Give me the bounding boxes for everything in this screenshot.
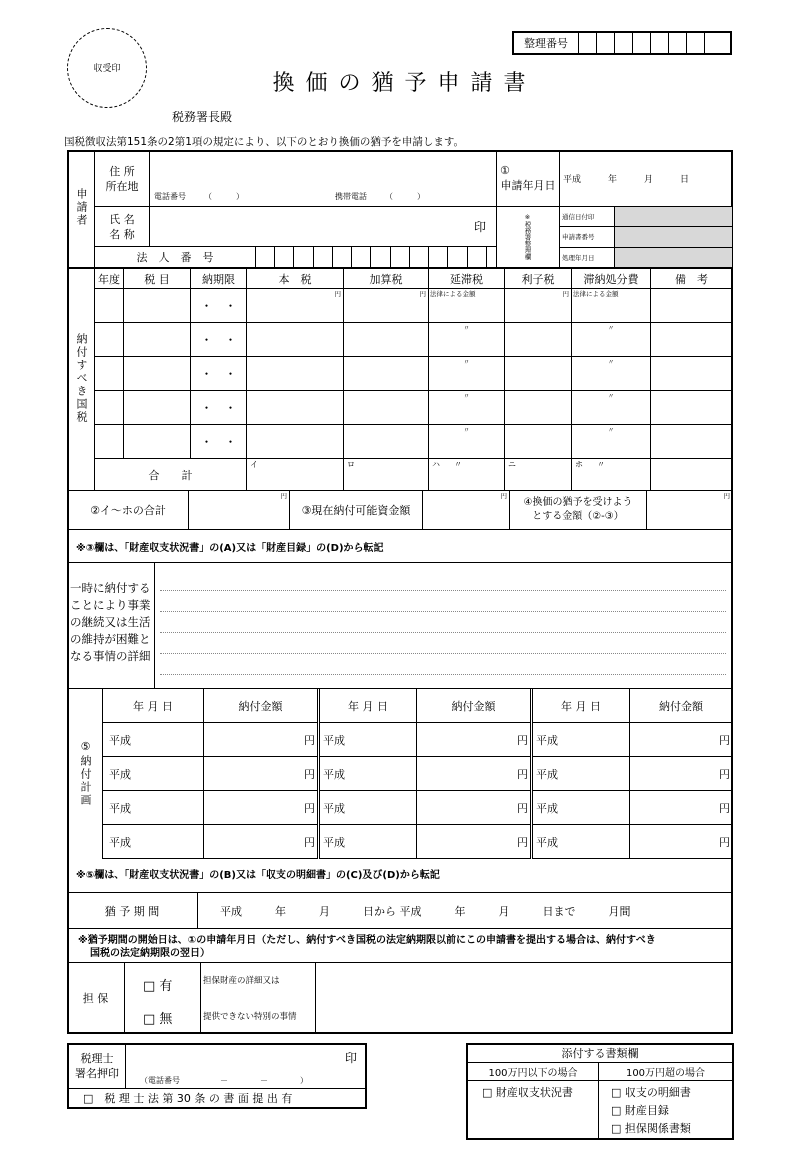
divider xyxy=(67,928,733,929)
address-field[interactable]: 電話番号 （ ） 携帯電話 （ ） xyxy=(150,151,497,207)
applicant-section-label: 申請者 xyxy=(68,151,95,268)
collateral-detail-field[interactable] xyxy=(318,965,728,1031)
corp-digit[interactable] xyxy=(294,247,313,267)
applicant-section xyxy=(67,150,733,268)
office-use-area: 通信日付印 申請書番号 処理年月日 xyxy=(560,207,733,268)
available-funds-field[interactable]: 円 xyxy=(423,491,510,530)
tax-table xyxy=(67,268,733,491)
reference-cell[interactable] xyxy=(704,32,731,54)
date-label: ① 申請年月日 xyxy=(497,151,560,207)
reference-cell[interactable] xyxy=(614,32,632,54)
page-title: 換 価 の 猶 予 申 請 書 xyxy=(272,71,528,96)
receipt-stamp-label: 収受印 xyxy=(93,64,121,74)
corp-digit[interactable] xyxy=(256,247,275,267)
divider xyxy=(197,892,198,928)
hardship-label: 一時に納付することにより事業の継続又は生活の維持が困難となる事情の詳細 xyxy=(70,581,151,663)
corporate-number-row: 法 人 番 号 xyxy=(95,247,497,268)
divider xyxy=(315,962,316,1034)
corp-digit[interactable] xyxy=(409,247,428,267)
corp-digit[interactable] xyxy=(371,247,390,267)
plan-section-label: ⑤納付計画 xyxy=(79,740,92,807)
tax-row[interactable]: ・ ・ 〃 〃 xyxy=(68,391,733,425)
corp-digit[interactable] xyxy=(429,247,448,267)
name-label: 氏 名 名 称 xyxy=(95,207,150,247)
office-use-label: ※税務署整理欄 xyxy=(497,207,560,268)
divider xyxy=(67,892,733,893)
plan-note: ※⑤欄は、「財産収支状況書」の(B)又は「収支の明細書」の(C)及び(D)から転記 xyxy=(76,870,440,881)
tax-row[interactable]: ・ ・ 円 円 法律による金額 円 法律による金額 xyxy=(68,289,733,323)
corp-digit[interactable] xyxy=(486,247,496,267)
corp-digit[interactable] xyxy=(275,247,294,267)
period-field[interactable]: 平成 年 月 日から 平成 年 月 日まで 月間 xyxy=(220,905,631,918)
addressee: 税務署長殿 xyxy=(172,110,233,124)
address-label: 住 所 所在地 xyxy=(95,151,150,207)
seal-mark: 印 xyxy=(473,220,486,234)
attach-over-list[interactable]: □ 収支の明細書 □ 財産目録 □ 担保関係書類 xyxy=(599,1080,734,1139)
reference-cell[interactable] xyxy=(579,32,597,54)
period-label: 猶 予 期 間 xyxy=(104,905,160,918)
corp-digit[interactable] xyxy=(448,247,467,267)
plan-row[interactable]: 平成 円 平成 円 平成 円 xyxy=(103,723,733,757)
payment-plan-table: 年 月 日 納付金額 年 月 日 納付金額 年 月 日 納付金額 平成 円 平成 円 平成 円 平成 円 平成 円 平成 円 平成 円 平成 円 平成 円 平成 円 平成 円 平成 円 xyxy=(102,688,733,859)
divider xyxy=(67,962,733,963)
application-date-field[interactable]: 平成 年 月 日 xyxy=(560,151,733,207)
reference-cell[interactable] xyxy=(668,32,686,54)
sums-note: ※③欄は、「財産収支状況書」の(A)又は「財産目録」の(D)から転記 xyxy=(76,543,384,554)
divider xyxy=(200,962,201,1034)
divider xyxy=(154,562,155,688)
hardship-field[interactable] xyxy=(160,570,726,675)
accountant-field[interactable]: 印 （電話番号 － － ） xyxy=(126,1044,367,1088)
tax-row[interactable]: ・ ・ 〃 〃 xyxy=(68,425,733,459)
tax-header-row: 納付すべき国税 年度 税 目 納期限 本 税 加算税 延滞税 利子税 滞納処分費 備 考 xyxy=(68,269,733,289)
collateral-detail-label: 担保財産の詳細又は 提供できない特別の事情 xyxy=(203,976,297,1022)
attachment-title: 添付する書類欄 xyxy=(467,1044,733,1062)
sum-total-label: ②イ～ホの合計 xyxy=(68,491,189,530)
collateral-label: 担 保 xyxy=(82,992,109,1005)
corp-digit[interactable] xyxy=(332,247,351,267)
tax-total-row[interactable]: 合 計 イ ロ ハ 〃 ニ ホ 〃 xyxy=(68,459,733,491)
reference-cell[interactable] xyxy=(632,32,650,54)
tax-section-label: 納付すべき国税 xyxy=(68,269,95,491)
intro-text: 国税徴収法第151条の2第1項の規定により、以下のとおり換価の猶予を申請します。 xyxy=(64,136,465,148)
sum-total-field[interactable]: 円 xyxy=(189,491,290,530)
reference-cell[interactable] xyxy=(686,32,704,54)
accountant-box xyxy=(67,1043,367,1109)
tax-row[interactable]: ・ ・ 〃 〃 xyxy=(68,357,733,391)
accountant-label: 税理士 署名押印 xyxy=(68,1044,126,1088)
corp-digit[interactable] xyxy=(313,247,332,267)
reference-cell[interactable] xyxy=(596,32,614,54)
plan-row[interactable]: 平成 円 平成 円 平成 円 xyxy=(103,791,733,825)
article30-checkbox[interactable]: □ 税 理 士 法 第 30 条 の 書 面 提 出 有 xyxy=(68,1088,366,1108)
reference-number-label: 整理番号 xyxy=(513,32,579,54)
collateral-no-checkbox[interactable]: □ 無 xyxy=(143,1012,173,1027)
name-field[interactable] xyxy=(150,207,497,247)
tax-row[interactable]: ・ ・ 〃 〃 xyxy=(68,323,733,357)
attachment-box: 添付する書類欄 100万円以下の場合 100万円超の場合 □ 財産収支状況書 □ 収支の明細書 □ 財産目録 □ 担保関係書類 xyxy=(466,1043,734,1140)
divider xyxy=(67,562,733,563)
available-funds-label: ③現在納付可能資金額 xyxy=(290,491,423,530)
deferral-amount-label: ④換価の猶予を受けよう とする金額（②-③） xyxy=(510,491,647,530)
corp-digit[interactable] xyxy=(390,247,409,267)
reference-number-box xyxy=(512,31,732,55)
plan-row[interactable]: 平成 円 平成 円 平成 円 xyxy=(103,757,733,791)
divider xyxy=(124,962,125,1034)
reference-cell[interactable] xyxy=(650,32,668,54)
corp-digit[interactable] xyxy=(352,247,371,267)
corp-digit[interactable] xyxy=(467,247,486,267)
deferral-amount-field[interactable]: 円 xyxy=(647,491,733,530)
receipt-stamp-circle xyxy=(67,28,147,108)
plan-row[interactable]: 平成 円 平成 円 平成 円 xyxy=(103,825,733,859)
collateral-yes-checkbox[interactable]: □ 有 xyxy=(143,979,173,994)
sums-row xyxy=(67,490,733,530)
period-note: ※猶予期間の開始日は、①の申請年月日（ただし、納付すべき国税の法定納期限以前にこの申請書を提出する場合は、納付すべき 国税の法定納期限の翌日） xyxy=(78,935,656,959)
attach-under-list[interactable]: □ 財産収支状況書 xyxy=(467,1080,599,1139)
